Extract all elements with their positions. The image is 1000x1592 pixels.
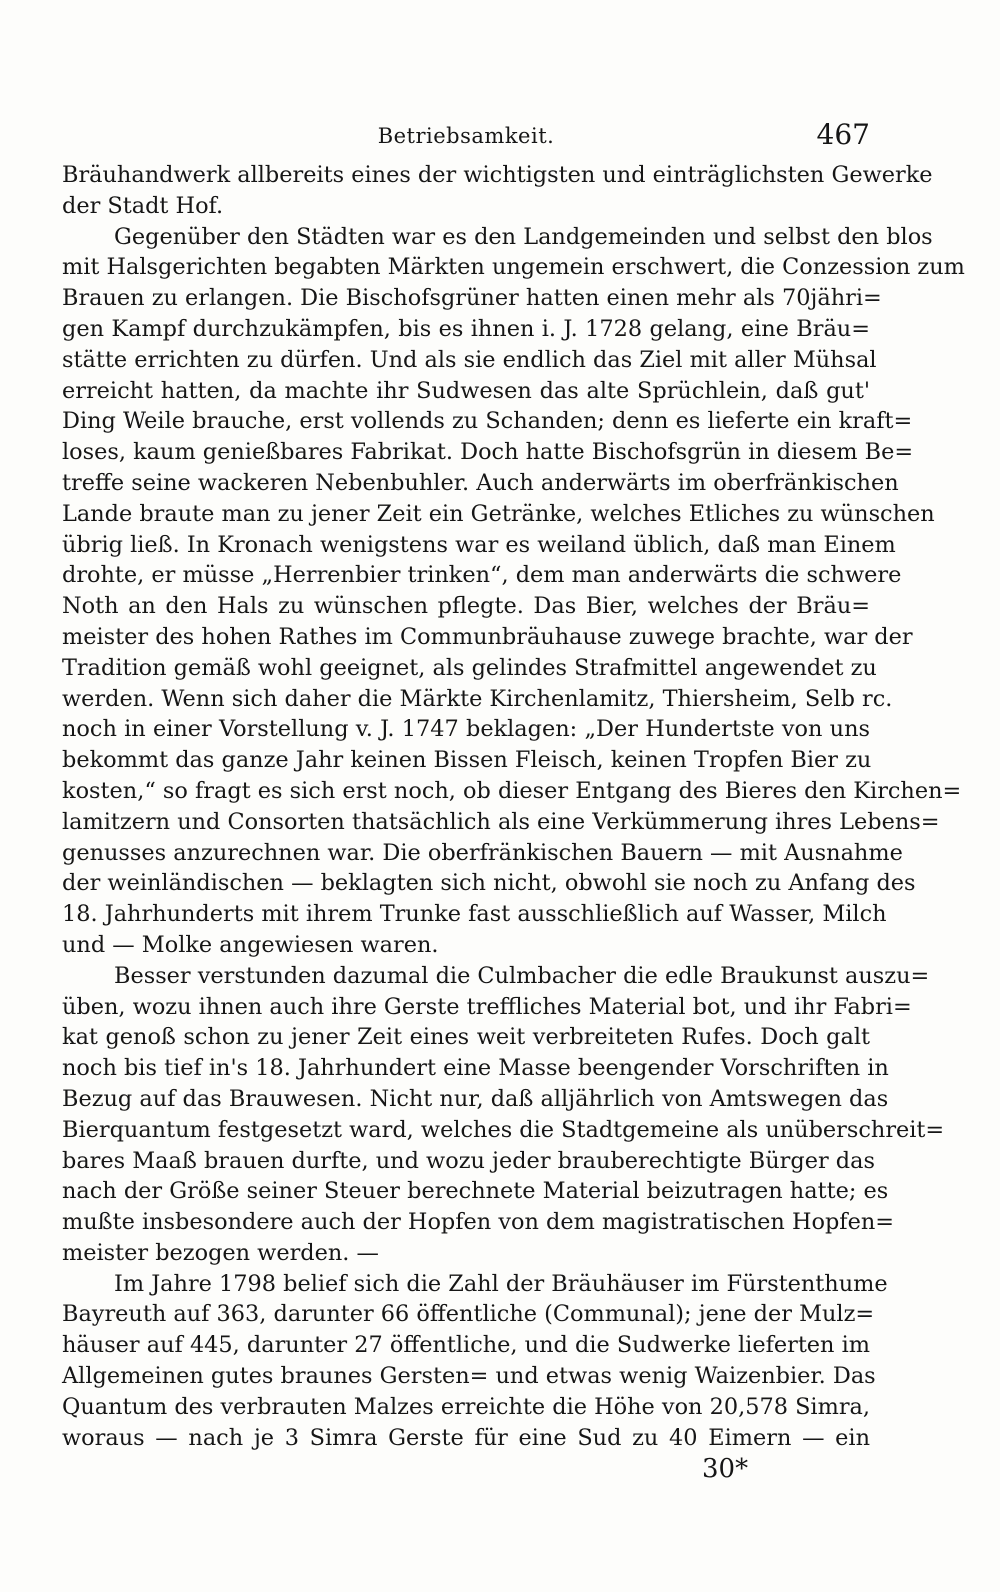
text-line: Besser verstunden dazumal die Culmbacher die edle Braukunst auszu= xyxy=(114,962,930,989)
text-line: bares Maaß brauen durfte, und wozu jeder brauberechtigte Bürger das xyxy=(62,1147,875,1174)
text-line: Quantum des verbrauten Malzes erreichte die Höhe von 20,578 Simra, xyxy=(62,1393,870,1420)
text-line: Brauen zu erlangen. Die Bischofsgrüner hatten einen mehr als 70jähri= xyxy=(62,285,882,312)
text-line: häuser auf 445, darunter 27 öffentliche, und die Sudwerke lieferten im xyxy=(62,1332,870,1359)
signature-mark: 30* xyxy=(702,1454,749,1484)
text-line: Bezug auf das Brauwesen. Nicht nur, daß alljährlich von Amtswegen das xyxy=(62,1085,889,1112)
text-line: und — Molke angewiesen waren. xyxy=(62,931,439,958)
page-number: 467 xyxy=(816,118,870,151)
text-line: 18. Jahrhunderts mit ihrem Trunke fast ausschließlich auf Wasser, Milch xyxy=(62,901,887,928)
text-line: Im Jahre 1798 belief sich die Zahl der Bräuhäuser im Fürstenthume xyxy=(114,1270,888,1297)
text-line: kosten,“ so fragt es sich erst noch, ob dieser Entgang des Bieres den Kirchen= xyxy=(62,777,962,804)
text-line: kat genoß schon zu jener Zeit eines weit verbreiteten Rufes. Doch galt xyxy=(62,1024,870,1051)
body-text xyxy=(62,160,965,1453)
text-line: übrig ließ. In Kronach wenigstens war es weiland üblich, daß man Einem xyxy=(62,531,896,558)
text-line: Ding Weile brauche, erst vollends zu Schanden; denn es lieferte ein kraft= xyxy=(62,408,913,435)
text-line: Bierquantum festgesetzt ward, welches die Stadtgemeine als unüberschreit= xyxy=(62,1116,945,1143)
text-line: bekommt das ganze Jahr keinen Bissen Fleisch, keinen Tropfen Bier zu xyxy=(62,747,872,774)
running-head xyxy=(62,118,870,154)
text-line: lamitzern und Consorten thatsächlich als eine Verkümmerung ihres Lebens= xyxy=(62,808,940,835)
text-line: der Stadt Hof. xyxy=(62,192,224,219)
text-line: werden. Wenn sich daher die Märkte Kirchenlamitz, Thiersheim, Selb rc. xyxy=(62,685,893,712)
text-line: gen Kampf durchzukämpfen, bis es ihnen i. J. 1728 gelang, eine Bräu= xyxy=(62,315,870,342)
text-line: Allgemeinen gutes braunes Gersten= und etwas wenig Waizenbier. Das xyxy=(62,1363,876,1390)
text-line: nach der Größe seiner Steuer berechnete Material beizutragen hatte; es xyxy=(62,1178,889,1205)
running-title: Betriebsamkeit. xyxy=(377,124,555,148)
text-line: genusses anzurechnen war. Die oberfränkischen Bauern — mit Ausnahme xyxy=(62,839,903,866)
text-line: mit Halsgerichten begabten Märkten ungemein erschwert, die Conzession zum xyxy=(62,254,965,281)
text-line: Bayreuth auf 363, darunter 66 öffentliche (Communal); jene der Mulz= xyxy=(62,1301,875,1328)
text-line: Bräuhandwerk allbereits eines der wichtigsten und einträglichsten Gewerke xyxy=(62,162,933,188)
text-line: noch in einer Vorstellung v. J. 1747 beklagen: „Der Hundertste von uns xyxy=(62,716,870,743)
text-line: noch bis tief in's 18. Jahrhundert eine Masse beengender Vorschriften in xyxy=(62,1055,889,1082)
text-line: üben, wozu ihnen auch ihre Gerste treffliches Material bot, und ihr Fabri= xyxy=(62,993,912,1020)
text-line: Lande braute man zu jener Zeit ein Getränke, welches Etliches zu wünschen xyxy=(62,500,935,527)
text-line: Tradition gemäß wohl geeignet, als gelindes Strafmittel angewendet zu xyxy=(62,654,877,681)
text-line: Noth an den Hals zu wünschen pflegte. Das Bier, welches der Bräu= xyxy=(62,593,870,620)
text-line: meister des hohen Rathes im Communbräuhause zuwege brachte, war der xyxy=(62,623,913,650)
text-line: drohte, er müsse „Herrenbier trinken“, dem man anderwärts die schwere xyxy=(62,562,902,589)
text-line: Gegenüber den Städten war es den Landgemeinden und selbst den blos xyxy=(114,223,933,250)
text-line: meister bezogen werden. — xyxy=(62,1239,379,1266)
text-line: loses, kaum genießbares Fabrikat. Doch hatte Bischofsgrün in diesem Be= xyxy=(62,439,914,466)
text-line: woraus — nach je 3 Simra Gerste für eine Sud zu 40 Eimern — ein xyxy=(62,1424,870,1451)
text-line: der weinländischen — beklagten sich nicht, obwohl sie noch zu Anfang des xyxy=(62,870,916,897)
text-line: treffe seine wackeren Nebenbuhler. Auch anderwärts im oberfränkischen xyxy=(62,469,899,496)
text-line: stätte errichten zu dürfen. Und als sie endlich das Ziel mit aller Mühsal xyxy=(62,346,877,373)
text-line: erreicht hatten, da machte ihr Sudwesen das alte Sprüchlein, daß gut' xyxy=(62,377,870,404)
text-line: mußte insbesondere auch der Hopfen von dem magistratischen Hopfen= xyxy=(62,1209,895,1236)
